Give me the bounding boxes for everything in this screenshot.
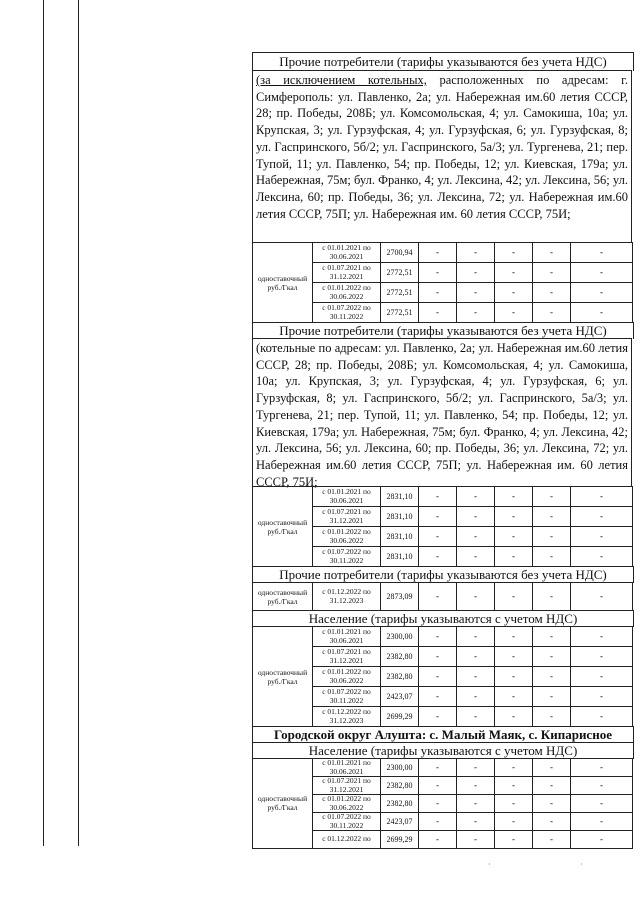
empty-dash-cell: - bbox=[495, 813, 533, 831]
empty-dash-cell: - bbox=[457, 813, 495, 831]
section-header-alushta: Городской округ Алушта: с. Малый Маяк, с. Кипарисное bbox=[252, 726, 634, 743]
period-cell: с 01.07.2022 по 30.11.2022 bbox=[313, 303, 381, 323]
empty-dash-cell: - bbox=[419, 303, 457, 323]
empty-dash-cell: - bbox=[495, 243, 533, 263]
empty-dash-cell: - bbox=[457, 831, 495, 849]
empty-dash-cell: - bbox=[571, 759, 633, 777]
empty-dash-cell: - bbox=[495, 627, 533, 647]
period-cell: с 01.07.2021 по 31.12.2021 bbox=[313, 777, 381, 795]
tariff-table-2 bbox=[252, 486, 633, 567]
empty-dash-cell: - bbox=[571, 813, 633, 831]
empty-dash-cell: - bbox=[419, 647, 457, 667]
period-cell: с 01.12.2022 по 31.12.2023 bbox=[313, 707, 381, 727]
empty-dash-cell: - bbox=[571, 263, 633, 283]
empty-dash-cell: - bbox=[571, 583, 633, 611]
empty-dash-cell: - bbox=[495, 795, 533, 813]
period-cell: с 01.07.2022 по 30.11.2022 bbox=[313, 687, 381, 707]
empty-dash-cell: - bbox=[533, 527, 571, 547]
addresses-paragraph-2: (котельные по адресам: ул. Павленко, 2а; ул. Набережная им.60 летия СССР, 28; пр. Победы, 208Б; ул. Комсомольская, 4; ул. Самокиша, 10а; ул. Крупская, 3; ул. Гурзуфская, 4; ул. Гурзуфская, 6; ул. Гурзуфская, 8; ул. Гаспринского, 5б/2; ул. Гаспринского, 5а/3; ул. Тургенева, 21; пер. Тупой, 11; ул. Павленко, 54; пр. Победы, 12; ул. Киевская, 179а; ул. Набережная, 75м; бул. Франко, 4; ул. Лексина, 42; ул. Лексина, 56; ул. Лексина, 60; пр. Победы, 36; ул. Лексина, 72; ул. Набережная им.60 летия СССР, 75П; ул. Набережная им. 60 летия СССР, 75И; bbox=[252, 338, 632, 486]
empty-dash-cell: - bbox=[495, 667, 533, 687]
empty-dash-cell: - bbox=[533, 795, 571, 813]
empty-dash-cell: - bbox=[419, 487, 457, 507]
empty-dash-cell: - bbox=[495, 527, 533, 547]
empty-dash-cell: - bbox=[457, 707, 495, 727]
empty-dash-cell: - bbox=[457, 687, 495, 707]
empty-dash-cell: - bbox=[533, 243, 571, 263]
section-header-other-consumers-1: Прочие потребители (тарифы указываются без учета НДС) bbox=[252, 52, 634, 71]
period-cell: с 01.01.2021 по 30.06.2021 bbox=[313, 243, 381, 263]
empty-dash-cell: - bbox=[495, 831, 533, 849]
empty-dash-cell: - bbox=[533, 263, 571, 283]
period-cell: с 01.01.2022 по 30.06.2022 bbox=[313, 283, 381, 303]
tariff-value-cell: 2831,10 bbox=[381, 487, 419, 507]
table-row bbox=[253, 627, 633, 647]
empty-dash-cell: - bbox=[495, 263, 533, 283]
empty-dash-cell: - bbox=[533, 283, 571, 303]
tariff-value-cell: 2831,10 bbox=[381, 547, 419, 567]
period-cell: с 01.01.2022 по 30.06.2022 bbox=[313, 667, 381, 687]
empty-dash-cell: - bbox=[495, 707, 533, 727]
empty-dash-cell: - bbox=[533, 547, 571, 567]
section-header-population-2: Население (тарифы указываются с учетом НДС) bbox=[252, 742, 634, 759]
empty-dash-cell: - bbox=[419, 759, 457, 777]
tariff-table-5 bbox=[252, 758, 633, 849]
empty-dash-cell: - bbox=[571, 283, 633, 303]
section-header-other-consumers-3: Прочие потребители (тарифы указываются без учета НДС) bbox=[252, 566, 634, 583]
empty-dash-cell: - bbox=[457, 759, 495, 777]
empty-dash-cell: - bbox=[457, 243, 495, 263]
unit-cell: одноставочный руб./Гкал bbox=[253, 759, 313, 849]
empty-dash-cell: - bbox=[571, 507, 633, 527]
period-cell: с 01.12.2022 по bbox=[313, 831, 381, 849]
empty-dash-cell: - bbox=[495, 777, 533, 795]
exception-underlined-text: (за исключением котельных, bbox=[256, 73, 427, 87]
unit-cell: одноставочный руб./Гкал bbox=[253, 243, 313, 323]
empty-dash-cell: - bbox=[571, 667, 633, 687]
empty-dash-cell: - bbox=[419, 813, 457, 831]
empty-dash-cell: - bbox=[533, 647, 571, 667]
empty-dash-cell: - bbox=[419, 831, 457, 849]
period-cell: с 01.01.2021 по 30.06.2021 bbox=[313, 759, 381, 777]
empty-dash-cell: - bbox=[457, 667, 495, 687]
empty-dash-cell: - bbox=[419, 583, 457, 611]
tariff-value-cell: 2423,07 bbox=[381, 687, 419, 707]
table-row bbox=[253, 243, 633, 263]
tariff-table-1 bbox=[252, 242, 633, 323]
empty-dash-cell: - bbox=[457, 527, 495, 547]
tariff-value-cell: 2700,94 bbox=[381, 243, 419, 263]
empty-dash-cell: - bbox=[571, 487, 633, 507]
tariff-value-cell: 2772,51 bbox=[381, 303, 419, 323]
tariff-value-cell: 2300,00 bbox=[381, 627, 419, 647]
empty-dash-cell: - bbox=[419, 707, 457, 727]
tariff-table-3 bbox=[252, 582, 633, 611]
empty-dash-cell: - bbox=[457, 627, 495, 647]
empty-dash-cell: - bbox=[533, 687, 571, 707]
empty-dash-cell: - bbox=[571, 547, 633, 567]
section-header-population-1: Население (тарифы указываются с учетом НДС) bbox=[252, 610, 634, 627]
empty-dash-cell: - bbox=[533, 667, 571, 687]
empty-dash-cell: - bbox=[533, 583, 571, 611]
empty-dash-cell: - bbox=[495, 507, 533, 527]
empty-dash-cell: - bbox=[495, 303, 533, 323]
empty-dash-cell: - bbox=[533, 707, 571, 727]
period-cell: с 01.07.2022 по 30.11.2022 bbox=[313, 547, 381, 567]
empty-dash-cell: - bbox=[419, 687, 457, 707]
empty-dash-cell: - bbox=[571, 243, 633, 263]
tariff-value-cell: 2382,80 bbox=[381, 647, 419, 667]
empty-dash-cell: - bbox=[457, 507, 495, 527]
empty-dash-cell: - bbox=[419, 547, 457, 567]
unit-cell: одноставочный руб./Гкал bbox=[253, 627, 313, 727]
table-row bbox=[253, 487, 633, 507]
empty-dash-cell: - bbox=[419, 283, 457, 303]
empty-dash-cell: - bbox=[571, 831, 633, 849]
tariff-value-cell: 2873,09 bbox=[381, 583, 419, 611]
empty-dash-cell: - bbox=[495, 283, 533, 303]
scan-speck: · bbox=[488, 860, 491, 869]
period-cell: с 01.07.2021 по 31.12.2021 bbox=[313, 647, 381, 667]
tariff-value-cell: 2699,29 bbox=[381, 831, 419, 849]
period-cell: с 01.01.2021 по 30.06.2021 bbox=[313, 487, 381, 507]
addresses-text-1: расположенных по адресам: г. Симферополь: ул. Павленко, 2а; ул. Набережная им.60 летия СССР, 28; пр. Победы, 208Б; ул. Комсомольская, 4; ул. Самокиша, 10а; ул. Крупская, 3; ул. Гурзуфская, 4; ул. Гурзуфская, 6; ул. Гурзуфская, 8; ул. Гаспринского, 5б/2; ул. Гаспринского, 5а/3; ул. Тургенева, 21; пер. Тупой, 11; ул. Павленко, 54; пр. Победы, 12; ул. Киевская, 179а; ул. Набережная, 75м; бул. Франко, 4; ул. Лексина, 42; ул. Лексина, 56; ул. Лексина, 60; пр. Победы, 36; ул. Лексина, 72; ул. Набережная им.60 летия СССР, 75П; ул. Набережная им. 60 летия СССР, 75И; bbox=[256, 73, 628, 221]
empty-dash-cell: - bbox=[457, 795, 495, 813]
period-cell: с 01.07.2021 по 31.12.2021 bbox=[313, 507, 381, 527]
period-cell: с 01.01.2021 по 30.06.2021 bbox=[313, 627, 381, 647]
empty-dash-cell: - bbox=[571, 647, 633, 667]
empty-dash-cell: - bbox=[495, 687, 533, 707]
empty-dash-cell: - bbox=[419, 507, 457, 527]
tariff-value-cell: 2300,00 bbox=[381, 759, 419, 777]
table-row bbox=[253, 583, 633, 611]
period-cell: с 01.07.2022 по 30.11.2022 bbox=[313, 813, 381, 831]
empty-dash-cell: - bbox=[533, 759, 571, 777]
empty-dash-cell: - bbox=[457, 303, 495, 323]
period-cell: с 01.07.2021 по 31.12.2021 bbox=[313, 263, 381, 283]
scan-speck: · bbox=[580, 860, 583, 869]
empty-dash-cell: - bbox=[495, 583, 533, 611]
unit-cell: одноставочный руб./Гкал bbox=[253, 583, 313, 611]
empty-dash-cell: - bbox=[457, 263, 495, 283]
empty-dash-cell: - bbox=[419, 777, 457, 795]
empty-dash-cell: - bbox=[571, 795, 633, 813]
empty-dash-cell: - bbox=[571, 303, 633, 323]
empty-dash-cell: - bbox=[571, 777, 633, 795]
empty-dash-cell: - bbox=[419, 627, 457, 647]
empty-dash-cell: - bbox=[495, 647, 533, 667]
tariff-value-cell: 2699,29 bbox=[381, 707, 419, 727]
empty-dash-cell: - bbox=[419, 667, 457, 687]
empty-dash-cell: - bbox=[419, 263, 457, 283]
section-header-other-consumers-2: Прочие потребители (тарифы указываются без учета НДС) bbox=[252, 322, 634, 339]
empty-dash-cell: - bbox=[533, 777, 571, 795]
empty-dash-cell: - bbox=[533, 813, 571, 831]
period-cell: с 01.01.2022 по 30.06.2022 bbox=[313, 527, 381, 547]
empty-dash-cell: - bbox=[533, 303, 571, 323]
empty-dash-cell: - bbox=[495, 759, 533, 777]
tariff-value-cell: 2772,51 bbox=[381, 263, 419, 283]
empty-dash-cell: - bbox=[533, 831, 571, 849]
table-row bbox=[253, 759, 633, 777]
empty-dash-cell: - bbox=[457, 283, 495, 303]
empty-dash-cell: - bbox=[419, 527, 457, 547]
empty-dash-cell: - bbox=[457, 583, 495, 611]
empty-dash-cell: - bbox=[457, 777, 495, 795]
tariff-value-cell: 2382,80 bbox=[381, 777, 419, 795]
tariff-value-cell: 2831,10 bbox=[381, 527, 419, 547]
empty-dash-cell: - bbox=[571, 627, 633, 647]
empty-dash-cell: - bbox=[571, 687, 633, 707]
tariff-value-cell: 2772,51 bbox=[381, 283, 419, 303]
empty-dash-cell: - bbox=[457, 547, 495, 567]
tariff-value-cell: 2382,80 bbox=[381, 795, 419, 813]
margin-rule-1 bbox=[43, 0, 44, 846]
margin-rule-2 bbox=[78, 0, 79, 846]
addresses-paragraph-1 bbox=[252, 70, 632, 242]
empty-dash-cell: - bbox=[533, 627, 571, 647]
empty-dash-cell: - bbox=[419, 243, 457, 263]
tariff-value-cell: 2382,80 bbox=[381, 667, 419, 687]
empty-dash-cell: - bbox=[533, 507, 571, 527]
unit-cell: одноставочный руб./Гкал bbox=[253, 487, 313, 567]
tariff-table-4 bbox=[252, 626, 633, 727]
tariff-value-cell: 2423,07 bbox=[381, 813, 419, 831]
empty-dash-cell: - bbox=[495, 487, 533, 507]
period-cell: с 01.12.2022 по 31.12.2023 bbox=[313, 583, 381, 611]
tariff-value-cell: 2831,10 bbox=[381, 507, 419, 527]
empty-dash-cell: - bbox=[571, 707, 633, 727]
empty-dash-cell: - bbox=[495, 547, 533, 567]
empty-dash-cell: - bbox=[457, 647, 495, 667]
empty-dash-cell: - bbox=[533, 487, 571, 507]
empty-dash-cell: - bbox=[571, 527, 633, 547]
period-cell: с 01.01.2022 по 30.06.2022 bbox=[313, 795, 381, 813]
empty-dash-cell: - bbox=[457, 487, 495, 507]
empty-dash-cell: - bbox=[419, 795, 457, 813]
